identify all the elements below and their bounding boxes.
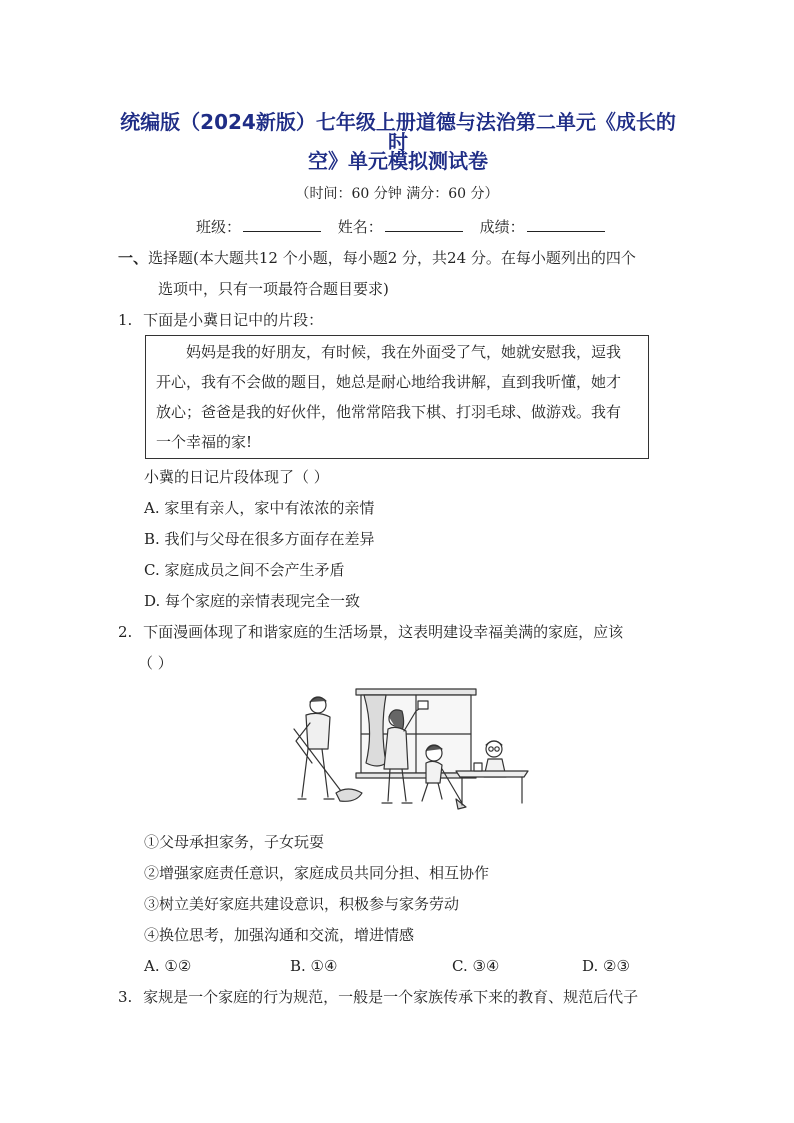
q3-stem-text: 家规是一个家庭的行为规范，一般是一个家族传承下来的教育、规范后代子: [143, 988, 639, 1006]
exam-title-line2: 空》单元模拟测试卷: [308, 149, 488, 173]
q1-passage-line: 开心，我有不会做的题目，她总是耐心地给我讲解，直到我听懂，她才: [156, 373, 622, 391]
q2-stem-text: 下面漫画体现了和谐家庭的生活场景，这表明建设幸福美满的家庭，应该: [143, 623, 624, 641]
q2-statement-3: ③树立美好家庭共建设意识，积极参与家务劳动: [144, 895, 460, 913]
q1-stem: [118, 313, 323, 328]
q2-choice-d[interactable]: D. ②③: [582, 957, 630, 975]
q1-passage-line: 妈妈是我的好朋友，有时候，我在外面受了气，她就安慰我，逗我: [186, 343, 622, 361]
q1-option-c[interactable]: C. 家庭成员之间不会产生矛盾: [144, 561, 345, 579]
section1-heading-text: 选择题(本大题共12 个小题，每小题2 分，共24 分。在每小题列出的四个: [148, 249, 636, 267]
q2-choice-a[interactable]: A. ①②: [144, 957, 192, 975]
q3-stem: [118, 990, 638, 1005]
father-mopping-figure: [294, 697, 362, 801]
score-label: 成绩：: [479, 218, 525, 236]
q1-question: 小冀的日记片段体现了（ ）: [144, 468, 329, 486]
q1-option-b[interactable]: B. 我们与父母在很多方面存在差异: [144, 530, 375, 548]
score-blank[interactable]: [527, 219, 605, 232]
q2-choice-c[interactable]: C. ③④: [452, 957, 500, 975]
q2-stem: [118, 625, 623, 640]
q2-statement-2: ②增强家庭责任意识，家庭成员共同分担、相互协作: [144, 864, 490, 882]
q3-number: 3.: [118, 988, 133, 1006]
q2-statement-4: ④换位思考，加强沟通和交流，增进情感: [144, 926, 415, 944]
q1-option-d[interactable]: D. 每个家庭的亲情表现完全一致: [144, 592, 361, 610]
student-info-row: [196, 219, 617, 235]
family-chores-cartoon: [266, 685, 532, 815]
q1-number: 1.: [118, 311, 133, 329]
q2-stem-line2: （ ）: [138, 654, 173, 672]
q1-diary-passage-box: [145, 335, 649, 459]
exam-subtitle: （时间：60 分钟 满分：60 分）: [295, 186, 499, 202]
section1-heading-line2: 选项中，只有一项最符合题目要求): [158, 280, 389, 298]
q2-choice-b[interactable]: B. ①④: [290, 957, 338, 975]
exam-title-line1: 统编版（2024新版）七年级上册道德与法治第二单元《成长的时: [120, 110, 676, 154]
name-label: 姓名：: [337, 218, 383, 236]
window-illustration: [356, 689, 476, 778]
name-blank[interactable]: [385, 219, 463, 232]
q2-statement-1: ①父母承担家务，子女玩耍: [144, 833, 325, 851]
q1-passage-line: 放心；爸爸是我的好伙伴，他常常陪我下棋、打羽毛球、做游戏。我有: [156, 403, 622, 421]
section1-number: 一、: [118, 249, 149, 267]
section1-heading: [118, 251, 636, 266]
q1-option-a[interactable]: A. 家里有亲人，家中有浓浓的亲情: [144, 499, 375, 517]
class-blank[interactable]: [243, 219, 321, 232]
q2-number: 2.: [118, 623, 133, 641]
q1-stem-text: 下面是小冀日记中的片段：: [143, 311, 324, 329]
class-label: 班级：: [196, 218, 242, 236]
q1-passage-line: 一个幸福的家!: [156, 433, 253, 451]
